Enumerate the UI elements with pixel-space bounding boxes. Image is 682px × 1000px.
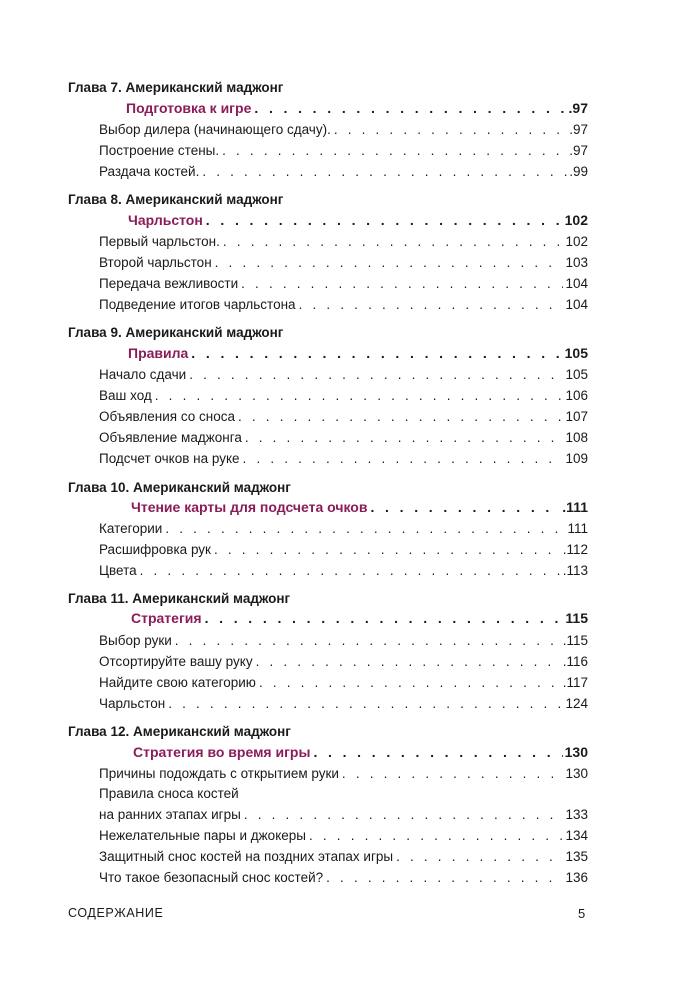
page-number: 134 xyxy=(565,828,588,843)
page-number: 136 xyxy=(565,870,588,885)
item-title: Что такое безопасный снос костей? xyxy=(99,870,326,885)
dot-leader xyxy=(259,674,561,690)
item-title: Объявление маджонга xyxy=(99,430,245,445)
item-title: Первый чарльстон. xyxy=(99,234,223,249)
dot-leader xyxy=(165,520,565,536)
item-title: Выбор руки xyxy=(99,633,175,648)
item-title: Цвета xyxy=(99,563,140,578)
page-number: 107 xyxy=(565,409,588,424)
toc-item[interactable] xyxy=(99,450,588,466)
page-number: .115 xyxy=(562,633,588,648)
section-entry[interactable] xyxy=(133,744,588,760)
toc-item[interactable] xyxy=(99,233,588,249)
item-title: Категории xyxy=(99,521,165,536)
item-title: Подсчет очков на руке xyxy=(99,451,243,466)
toc-item[interactable] xyxy=(99,408,588,424)
dot-leader xyxy=(313,744,562,760)
item-title: Объявления со сноса xyxy=(99,409,238,424)
page-number: 111 xyxy=(567,521,588,536)
toc-item[interactable] xyxy=(99,632,588,648)
toc-item[interactable] xyxy=(99,254,588,270)
section-entry[interactable] xyxy=(131,499,588,515)
section-title: Подготовка к игре xyxy=(126,100,254,116)
page-number: .113 xyxy=(562,563,588,578)
toc-item[interactable] xyxy=(99,163,588,179)
item-title-line1[interactable]: Правила сноса костей xyxy=(99,786,239,801)
toc-item[interactable] xyxy=(99,541,588,557)
item-title: Выбор дилера (начинающего сдачу). xyxy=(99,122,334,137)
item-title: Построение стены. xyxy=(99,143,222,158)
dot-leader xyxy=(214,541,561,557)
page-number: 109 xyxy=(565,451,588,466)
section-entry[interactable] xyxy=(128,345,588,361)
running-footer-title: СОДЕРЖАНИЕ xyxy=(68,906,164,920)
dot-leader xyxy=(334,121,567,137)
item-title: Нежелательные пары и джокеры xyxy=(99,828,309,843)
dot-leader xyxy=(155,387,564,403)
toc-item[interactable] xyxy=(99,765,588,781)
page-number: .112 xyxy=(562,542,588,557)
page-number: 103 xyxy=(565,255,588,270)
page-number: .111 xyxy=(562,499,588,515)
section-title: Стратегия во время игры xyxy=(133,744,313,760)
page-number: .97 xyxy=(569,143,588,158)
item-title: Найдите свою категорию xyxy=(99,675,259,690)
toc-item[interactable] xyxy=(99,695,588,711)
page-number: 104 xyxy=(565,297,588,312)
item-title: Защитный снос костей на поздних этапах игры xyxy=(99,849,396,864)
toc-item[interactable] xyxy=(99,296,588,312)
page-number: 105 xyxy=(565,367,588,382)
toc-item[interactable] xyxy=(99,387,588,403)
item-title: Раздача костей. xyxy=(99,164,202,179)
dot-leader xyxy=(326,869,563,885)
section-title: Чарльстон xyxy=(128,212,206,228)
page-number: 124 xyxy=(565,696,588,711)
page-number: 130 xyxy=(565,766,588,781)
dot-leader xyxy=(140,562,561,578)
item-title: Подведение итогов чарльстона xyxy=(99,297,299,312)
chapter-heading: Глава 11. Американский маджонг xyxy=(68,591,291,606)
toc-item[interactable] xyxy=(99,869,588,885)
chapter-heading: Глава 8. Американский маджонг xyxy=(68,192,284,207)
item-title: Чарльстон xyxy=(99,696,168,711)
section-entry[interactable] xyxy=(126,100,588,116)
page-number: 102 xyxy=(564,212,588,228)
item-title: Отсортируйте вашу руку xyxy=(99,654,256,669)
dot-leader xyxy=(168,695,563,711)
page-number: .116 xyxy=(562,654,588,669)
item-title: на ранних этапах игры xyxy=(99,807,244,822)
chapter-heading: Глава 9. Американский маджонг xyxy=(68,325,284,340)
dot-leader xyxy=(175,632,561,648)
dot-leader xyxy=(245,429,564,445)
dot-leader xyxy=(238,408,563,424)
item-title: Расшифровка рук xyxy=(99,542,214,557)
dot-leader xyxy=(299,296,564,312)
section-entry[interactable] xyxy=(128,212,588,228)
toc-item[interactable] xyxy=(99,562,588,578)
section-entry[interactable] xyxy=(131,610,588,626)
page-number: 106 xyxy=(565,388,588,403)
page-number: .97 xyxy=(569,122,588,137)
item-title: Второй чарльстон xyxy=(99,255,215,270)
dot-leader xyxy=(191,345,562,361)
dot-leader xyxy=(215,254,564,270)
section-title: Чтение карты для подсчета очков xyxy=(131,499,370,515)
toc-item[interactable] xyxy=(99,653,588,669)
dot-leader xyxy=(243,450,564,466)
page-number: 133 xyxy=(565,807,588,822)
item-title: Причины подождать с открытием руки xyxy=(99,766,342,781)
page-number: 108 xyxy=(565,430,588,445)
page-number: 102 xyxy=(565,234,588,249)
chapter-heading: Глава 7. Американский маджонг xyxy=(68,80,284,95)
item-title: Передача вежливости xyxy=(99,276,241,291)
toc-item[interactable] xyxy=(99,674,588,690)
dot-leader xyxy=(254,100,566,116)
toc-item[interactable] xyxy=(99,520,588,536)
dot-leader xyxy=(189,366,563,382)
page-number: .117 xyxy=(562,675,588,690)
section-title: Правила xyxy=(128,345,191,361)
toc-item[interactable] xyxy=(99,275,588,291)
chapter-heading: Глава 10. Американский маджонг xyxy=(68,480,291,495)
toc-item[interactable] xyxy=(99,142,588,158)
dot-leader xyxy=(244,806,564,822)
item-title: Ваш ход xyxy=(99,388,155,403)
dot-leader xyxy=(206,212,563,228)
page-number: 135 xyxy=(565,849,588,864)
dot-leader xyxy=(342,765,564,781)
page-number: 115 xyxy=(565,610,588,626)
page-number: 130 xyxy=(564,744,588,760)
toc-item[interactable] xyxy=(99,429,588,445)
dot-leader xyxy=(241,275,563,291)
page-number: .99 xyxy=(569,164,588,179)
page-number: 104 xyxy=(565,276,588,291)
dot-leader xyxy=(256,653,561,669)
item-title: Начало сдачи xyxy=(99,367,189,382)
folio-page-number: 5 xyxy=(578,906,586,921)
section-title: Стратегия xyxy=(131,610,205,626)
toc-item[interactable] xyxy=(99,806,588,822)
dot-leader xyxy=(223,233,564,249)
chapter-heading: Глава 12. Американский маджонг xyxy=(68,724,291,739)
dot-leader xyxy=(222,142,567,158)
dot-leader xyxy=(396,848,563,864)
toc-item[interactable] xyxy=(99,827,588,843)
toc-item[interactable] xyxy=(99,121,588,137)
page-number: 105 xyxy=(564,345,588,361)
dot-leader xyxy=(309,827,563,843)
dot-leader xyxy=(202,163,567,179)
toc-item[interactable] xyxy=(99,366,588,382)
toc-item[interactable] xyxy=(99,848,588,864)
dot-leader xyxy=(205,610,564,626)
page-number: .97 xyxy=(568,100,588,116)
dot-leader xyxy=(370,499,560,515)
